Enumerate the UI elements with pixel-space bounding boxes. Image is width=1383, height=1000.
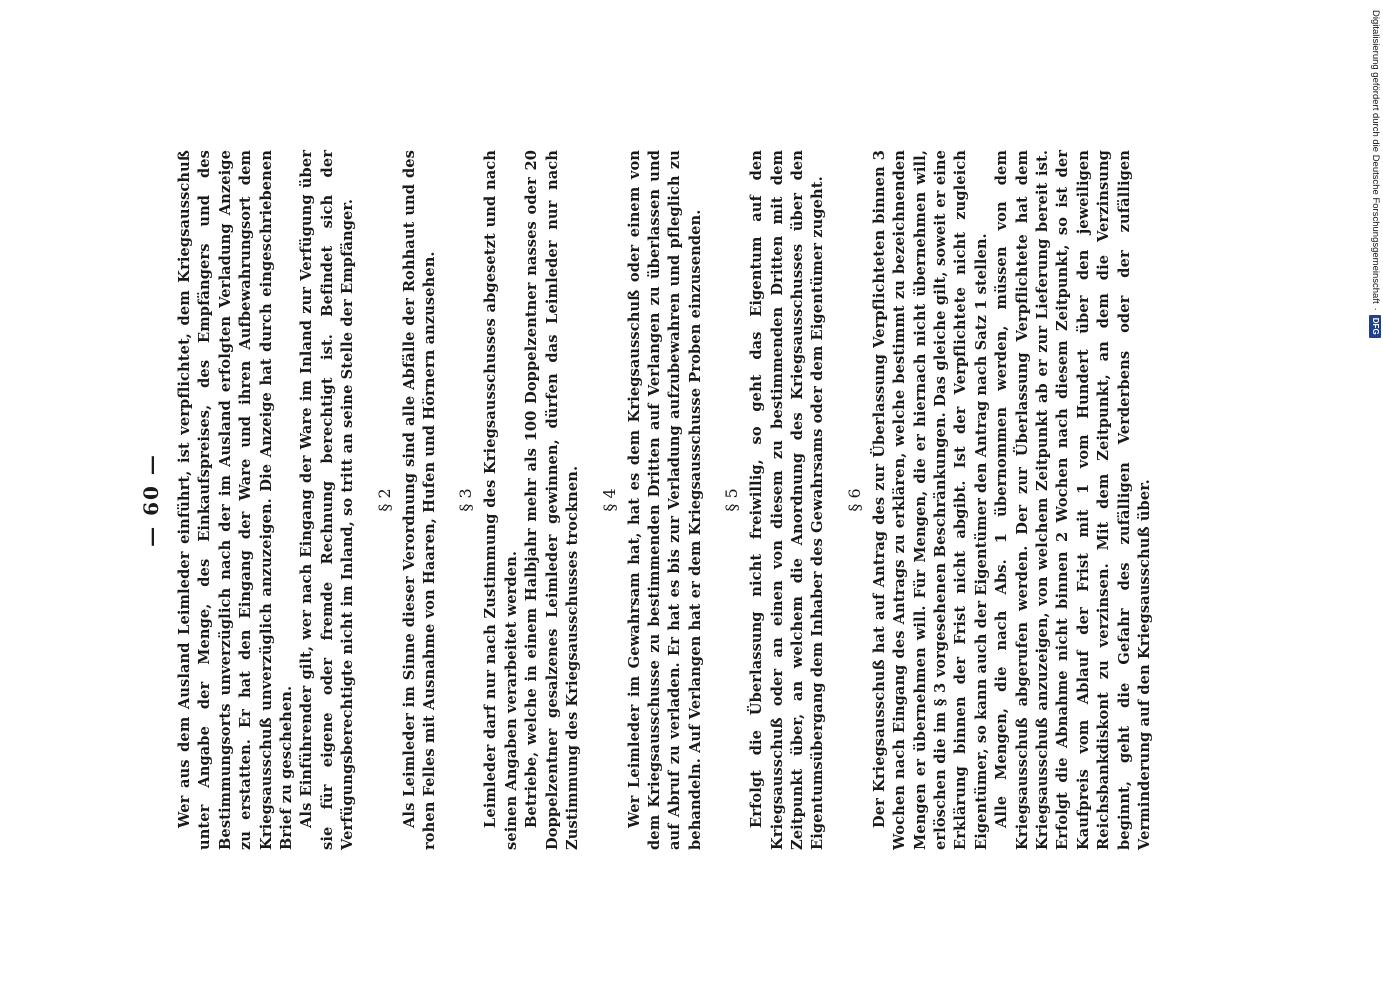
paragraph: Als Einführender gilt, wer nach Eingang der Ware im Inland zur Verfügung über sie für eigene oder fremde Rechnung berechtigt ist. Befindet sich der Verfügungsberechtigte nicht im Inland, so tritt an seine Stelle der Empfänger.: [298, 150, 357, 850]
document-page: [139, 150, 1249, 850]
section-heading: § 6: [844, 488, 864, 512]
paragraph: Wer Leimleder im Gewahrsam hat, hat es dem Kriegsausschuß oder einem von dem Kriegsausschusse zu bestimmenden Dritten auf Verlangen zu überlassen und auf Abruf zu verladen. Er hat es bis zur Verladung aufzubewahren und pfleglich zu behandeln. Auf Verlangen hat er dem Kriegsausschusse Proben einzusenden.: [625, 150, 704, 850]
credit-text: Digitalisierung gefördert durch die Deutsche Forschungsgemeinschaft: [1370, 10, 1381, 304]
section-heading: § 4: [599, 488, 619, 512]
digitization-credit: Digitalisierung gefördert durch die Deutsche Forschungsgemeinschaft · DFG: [1367, 10, 1383, 390]
paragraph: Der Kriegsausschuß hat auf Antrag des zur Überlassung Verpflichteten binnen 3 Wochen nach Eingang des Antrags zu erklären, welche bestimmt zu bezeichnenden Mengen er übernehmen will. Für Mengen, die er hiernach nicht übernehmen will, erlöschen die im § 3 vorgesehenen Beschränkungen. Das gleiche gilt, soweit er eine Erklärung binnen der Frist nicht abgibt. Ist der Verpflichtete nicht zugleich Eigentümer, so kann auch der Eigentümer den Antrag nach Satz 1 stellen.: [870, 150, 990, 850]
paragraph: Betriebe, welche in einem Halbjahr mehr als 100 Doppelzentner nasses oder 20 Doppelzentner gesalzenes Leimleder gewinnen, dürfen das Leimleder nur nach Zustimmung des Kriegsausschusses trocknen.: [523, 150, 582, 850]
page-number: — 60 —: [139, 453, 163, 547]
page-body: [175, 150, 1155, 850]
paragraph: Leimleder darf nur nach Zustimmung des Kriegsausschusses abgesetzt und nach seinen Angaben verarbeitet werden.: [482, 150, 520, 850]
paragraph: Als Leimleder im Sinne dieser Verordnung sind alle Abfälle der Rohhaut und des rohen Felles mit Ausnahme von Haaren, Hufen und Hörnern anzusehen.: [400, 150, 439, 850]
dfg-logo: DFG: [1369, 315, 1381, 338]
paragraph: Erfolgt die Überlassung nicht freiwillig, so geht das Eigentum auf den Kriegsausschuß oder an einen von diesem zu bestimmenden Dritten mit dem Zeitpunkt über, an welchem die Anordnung des Kriegsausschusses über den Eigentumsübergang dem Inhaber des Gewahrsams oder dem Eigentümer zugeht.: [748, 150, 827, 850]
paragraph: Alle Mengen, die nach Abs. 1 übernommen werden, müssen von dem Kriegsausschuß abgerufen werden. Der zur Überlassung Verpflichtete hat dem Kriegsausschuß anzuzeigen, von welchem Zeitpunkt ab er zur Lieferung bereit ist. Erfolgt die Abnahme nicht binnen 2 Wochen nach diesem Zeitpunkt, so ist der Kaufpreis vom Ablauf der Frist mit 1 vom Hundert über den jeweiligen Reichsbankdiskont zu verzinsen. Mit dem Zeitpunkt, an dem die Verzinsung beginnt, geht die Gefahr des zufälligen Verderbens oder der zufälligen Verminderung auf den Kriegsausschuß über.: [993, 150, 1154, 850]
paragraph: Wer aus dem Ausland Leimleder einführt, ist verpflichtet, dem Kriegsausschuß unter Angabe der Menge, des Einkaufspreises, des Empfängers und des Bestimmungsorts unverzüglich nach der im Ausland erfolgten Verladung Anzeige zu erstatten. Er hat den Eingang der Ware und ihren Aufbewahrungsort dem Kriegsausschuß unverzüglich anzuzeigen. Die Anzeige hat durch eingeschriebenen Brief zu geschehen.: [176, 150, 296, 850]
section-heading: § 2: [374, 488, 394, 512]
section-heading: § 5: [722, 488, 742, 512]
section-heading: § 3: [456, 488, 476, 512]
